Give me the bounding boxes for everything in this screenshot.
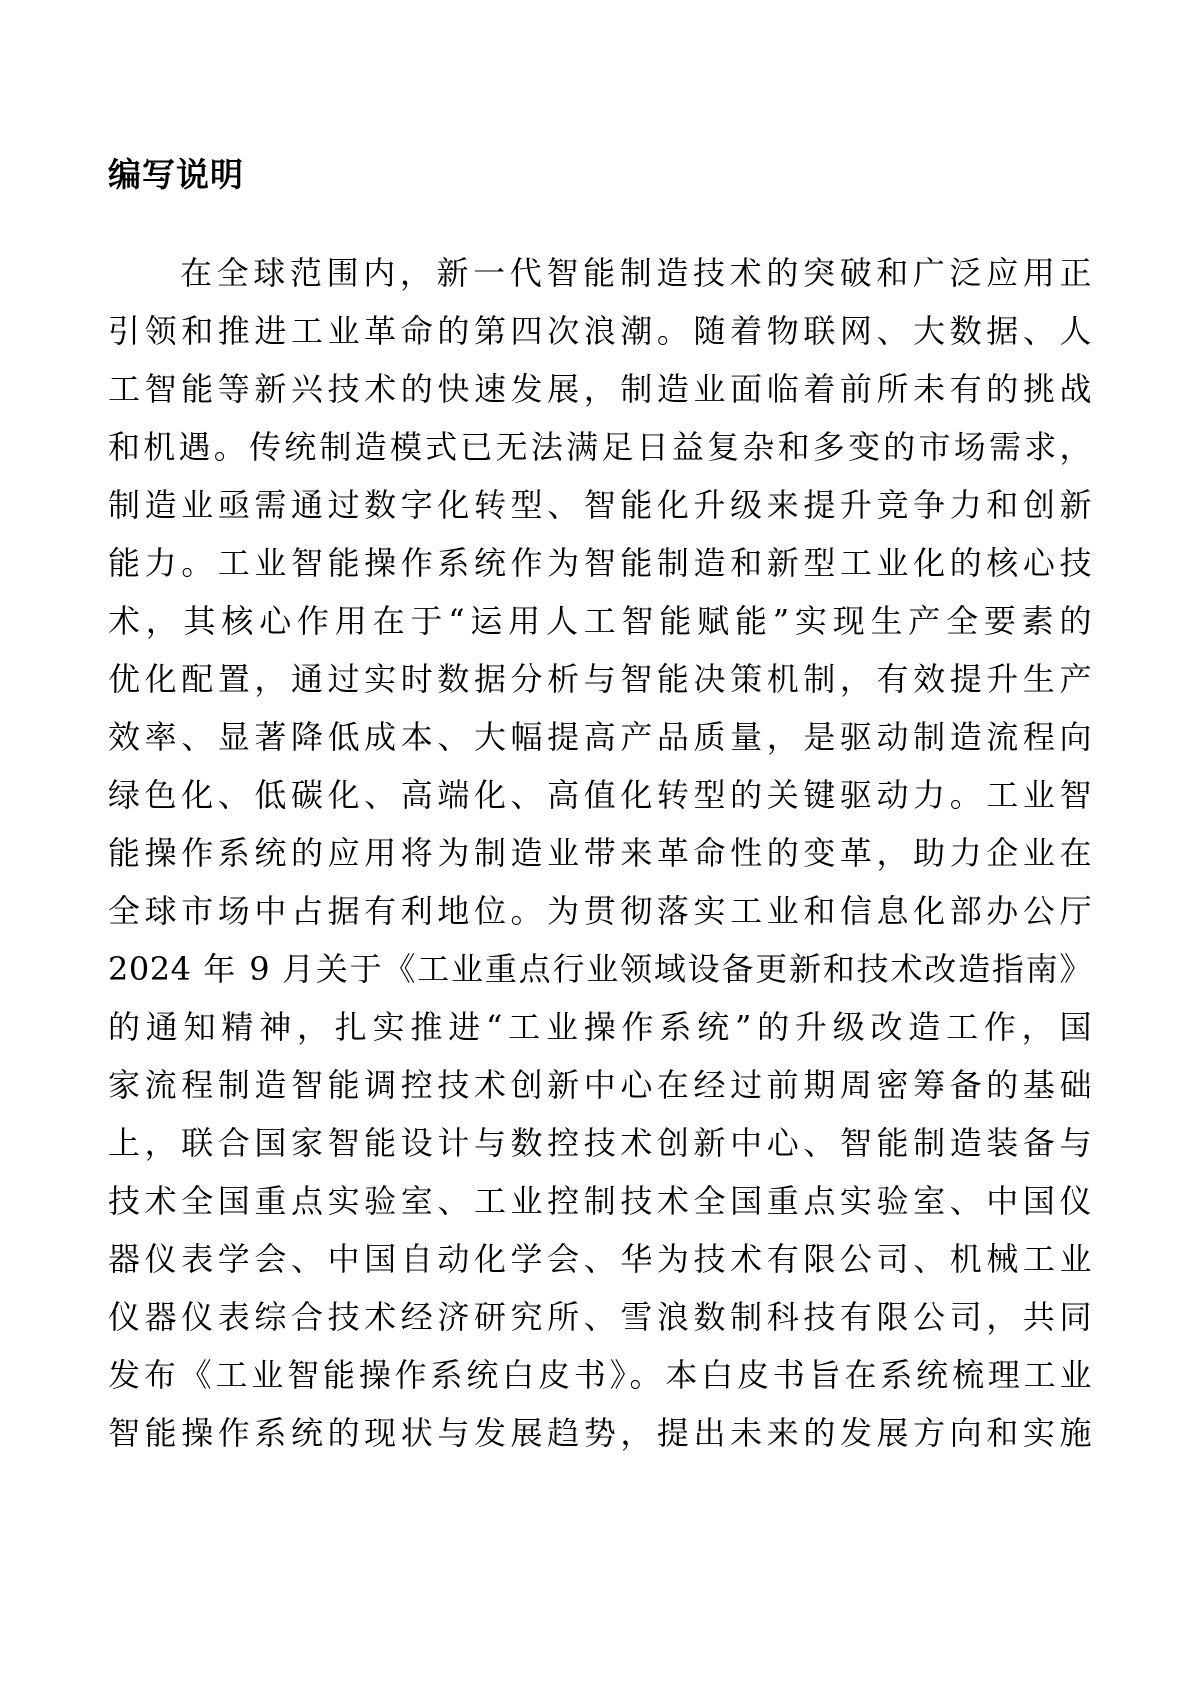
paragraph-line: 的通知精神，扎实推进“工业操作系统”的升级改造工作，国	[108, 1008, 1092, 1046]
paragraph-line: 器仪表学会、中国自动化学会、华为技术有限公司、机械工业	[108, 1240, 1092, 1278]
paragraph-line: 在全球范围内，新一代智能制造技术的突破和广泛应用正	[180, 254, 1092, 292]
body-paragraph	[108, 244, 1092, 1462]
paragraph-line: 仪器仪表综合技术经济研究所、雪浪数制科技有限公司，共同	[108, 1298, 1092, 1336]
paragraph-line: 发布《工业智能操作系统白皮书》。本白皮书旨在系统梳理工业	[108, 1356, 1092, 1394]
paragraph-line: 技术全国重点实验室、工业控制技术全国重点实验室、中国仪	[108, 1182, 1092, 1220]
paragraph-line: 家流程制造智能调控技术创新中心在经过前期周密筹备的基础	[108, 1066, 1092, 1104]
paragraph-line: 术，其核心作用在于“运用人工智能赋能”实现生产全要素的	[108, 602, 1092, 640]
paragraph-line: 智能操作系统的现状与发展趋势，提出未来的发展方向和实施	[108, 1414, 1092, 1452]
paragraph-line: 上，联合国家智能设计与数控技术创新中心、智能制造装备与	[108, 1124, 1092, 1162]
section-heading: 编写说明	[108, 155, 244, 194]
paragraph-line: 能操作系统的应用将为制造业带来革命性的变革，助力企业在	[108, 834, 1092, 872]
paragraph-line: 和机遇。传统制造模式已无法满足日益复杂和多变的市场需求，	[108, 428, 1092, 466]
paragraph-line: 优化配置，通过实时数据分析与智能决策机制，有效提升生产	[108, 660, 1092, 698]
paragraph-line: 工智能等新兴技术的快速发展，制造业面临着前所未有的挑战	[108, 370, 1092, 408]
paragraph-line: 绿色化、低碳化、高端化、高值化转型的关键驱动力。工业智	[108, 776, 1092, 814]
paragraph-line: 制造业亟需通过数字化转型、智能化升级来提升竞争力和创新	[108, 486, 1092, 524]
paragraph-line: 2024 年 9 月关于《工业重点行业领域设备更新和技术改造指南》	[108, 950, 1092, 988]
paragraph-line: 效率、显著降低成本、大幅提高产品质量，是驱动制造流程向	[108, 718, 1092, 756]
paragraph-line: 能力。工业智能操作系统作为智能制造和新型工业化的核心技	[108, 544, 1092, 582]
paragraph-line: 引领和推进工业革命的第四次浪潮。随着物联网、大数据、人	[108, 312, 1092, 350]
paragraph-line: 全球市场中占据有利地位。为贯彻落实工业和信息化部办公厅	[108, 892, 1092, 930]
